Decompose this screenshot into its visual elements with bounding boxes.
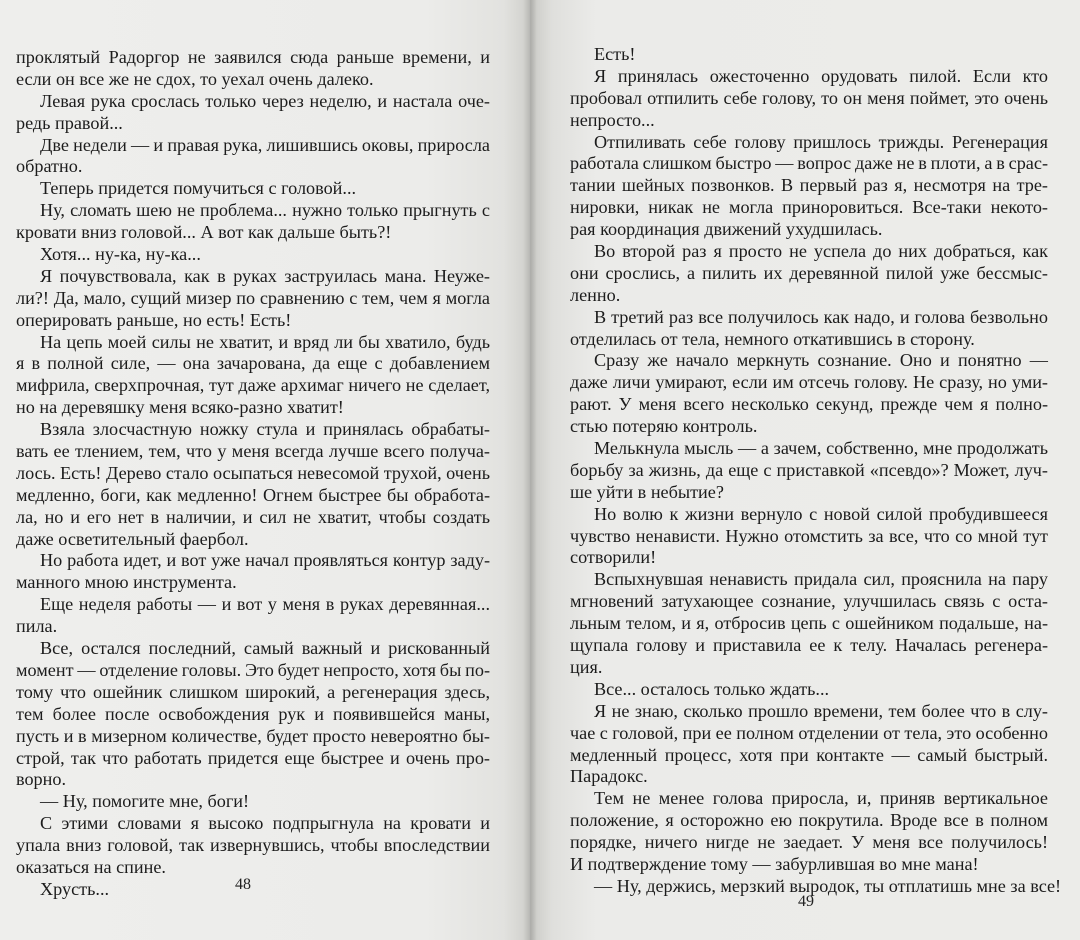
text-line: И подтверждение тому — забурлившая во мне мана! [570,853,979,874]
text-line: Во второй раз я просто не успела до них добраться, как [594,241,1048,262]
right-page [530,0,1080,940]
right-page-number: 49 [798,893,814,910]
text-line: В третий раз все получилось как надо, и голова безвольно [594,306,1048,327]
book-gutter [523,0,537,940]
text-line: тому что ошейник слишком широкий, а регенерация здесь, [16,681,490,702]
text-line: сотворили! [570,547,657,568]
text-line: рая координация движений ухудшилась. [570,219,883,240]
text-line: Я не знаю, сколько прошло времени, тем более что в слу- [594,700,1048,721]
text-line: нировки, никак не могла приноровиться. Все-таки некото- [570,197,1048,218]
text-line: редь правой... [16,112,123,133]
left-page [0,0,530,940]
text-line: но на деревяшку меня всяко-разно хватит! [16,397,344,418]
text-line: Я принялась ожесточенно орудовать пилой. Если кто [594,65,1048,86]
text-line: мгновений затухающее сознание, улучшилась связь с оста- [570,591,1048,612]
text-line: льным телом, и я, отбросив цепь с ошейником подальше, на- [570,613,1048,634]
text-line: медленный процесс, хотя при контакте — самый быстрый. [570,744,1048,765]
text-line: медленно, боги, как медленно! Огнем быстрее бы обработа- [16,484,490,505]
text-line: пила. [16,616,58,637]
text-line: Но работа идет, и вот уже начал проявляться контур заду- [40,550,490,571]
text-line: ли?! Да, мало, сущий мизер по сравнению с тем, чем я могла [16,287,490,308]
text-line: Хрусть... [40,878,110,899]
text-line: они срослись, а пилить их деревянной пилой уже бессмыс- [570,262,1048,283]
left-page-text [16,47,490,901]
text-line: ция. [570,656,603,677]
text-line: я в полной силе, — она зачарована, да еще с добавлением [16,353,490,374]
text-line: ла, но и его нет в наличии, и сил не хватит, чтобы создать [16,506,490,527]
text-line: тании шейных позвонков. В первый раз я, несмотря на тре- [570,175,1048,196]
text-line: отделилась от тела, немного откатившись в сторону. [570,328,975,349]
text-line: — Ну, держись, мерзкий выродок, ты отплатишь мне за все! [594,875,1062,896]
text-line: работала слишком быстро — вопрос даже не в плоти, а в срас- [570,153,1048,174]
text-line: рают. У меня всего несколько секунд, прежде чем я полно- [570,394,1048,415]
text-line: непросто... [570,109,655,130]
text-line: Парадокс. [570,766,648,787]
text-line: порядке, ничего нигде не заедает. У меня все получилось! [570,832,1048,853]
text-line: Ну, сломать шею не проблема... нужно только прыгнуть с [40,200,490,221]
text-line: даже личи умирают, если им отсечь голову. Не сразу, но уми- [570,372,1048,393]
text-line: Тем не менее голова приросла, и, приняв вертикальное [594,788,1048,809]
text-line: чае с головой, при ее полном отделении от тела, это особенно [570,722,1048,743]
text-line: Есть! [594,44,636,64]
text-line: если он все же не сдох, то уехал очень далеко. [16,68,374,89]
text-line: пусть и в мизерном количестве, будет просто невероятно бы- [16,725,490,746]
text-line: момент — отделение головы. Это будет непросто, хотя бы по- [16,659,490,680]
text-line: упала вниз головой, так извернувшись, чтобы впоследствии [16,835,490,856]
text-line: строй, так что работать придется еще быстрее и очень про- [16,747,490,768]
text-line: мифрила, сверхпрочная, тут даже архимаг ничего не сделает, [16,375,490,396]
text-line: Хотя... ну-ка, ну-ка... [40,244,201,265]
text-line: кровати вниз головой... А вот как дальше быть?! [16,222,392,243]
text-line: даже осветительный фаербол. [16,528,249,549]
text-line: ленно. [570,284,621,305]
text-line: Я почувствовала, как в руках заструилась мана. Неуже- [40,265,490,286]
text-line: щупала голову и приставила ее к телу. Началась регенера- [570,635,1048,656]
left-page-number: 48 [235,876,251,893]
text-line: оперировать раньше, но есть! Есть! [16,309,292,330]
text-line: стью потеряю контроль. [570,416,758,437]
text-line: ворно. [16,769,67,790]
text-line: Две недели — и правая рука, лишившись оковы, приросла [40,134,490,155]
text-line: — Ну, помогите мне, боги! [40,791,250,812]
text-line: С этими словами я высоко подпрыгнула на кровати и [40,813,490,834]
text-line: ше уйти в небытие? [570,481,724,502]
text-line: Вспыхнувшая ненависть придала сил, прояснила на пару [594,569,1048,590]
text-line: лось. Есть! Дерево стало осыпаться невесомой трухой, очень [16,462,490,483]
text-line: Все, остался последний, самый важный и рискованный [40,638,490,659]
text-line: пробовал отпилить себе голову, то он меня поймет, это очень [570,87,1048,108]
text-line: чувство ненависти. Нужно отомстить за все, что со мной тут [570,525,1048,546]
text-line: Но волю к жизни вернуло с новой силой пробудившееся [594,503,1048,524]
text-line: Левая рука срослась только через неделю, и настала оче- [40,90,490,111]
text-line: оказаться на спине. [16,856,166,877]
text-line: обратно. [16,156,83,177]
text-line: вать ее тлением, тем, что у меня всегда лучше всего получа- [16,441,490,462]
text-line: Взяла злосчастную ножку стула и принялась обрабаты- [40,419,490,440]
text-line: Еще неделя работы — и вот у меня в руках деревянная... [40,594,490,615]
text-line: борьбу за жизнь, да еще с приставкой «псевдо»? Может, луч- [570,459,1048,480]
text-line: Все... осталось только ждать... [594,678,830,699]
text-line: тем более после освобождения рук и появившейся маны, [16,703,490,724]
text-line: Сразу же начало меркнуть сознание. Оно и понятно — [594,350,1048,371]
text-line: Отпиливать себе голову пришлось трижды. Регенерация [594,131,1048,152]
text-line: манного мною инструмента. [16,572,237,593]
text-line: проклятый Радоргор не заявился сюда раньше времени, и [16,47,490,67]
text-line: Теперь придется помучиться с головой... [40,178,357,199]
right-page-text [570,44,1062,898]
text-line: Мелькнула мысль — а зачем, собственно, мне продолжать [594,438,1048,459]
text-line: положение, я осторожно ею покрутила. Вроде все в полном [570,810,1048,831]
text-line: На цепь моей силы не хватит, и вряд ли бы хватило, будь [40,331,490,352]
